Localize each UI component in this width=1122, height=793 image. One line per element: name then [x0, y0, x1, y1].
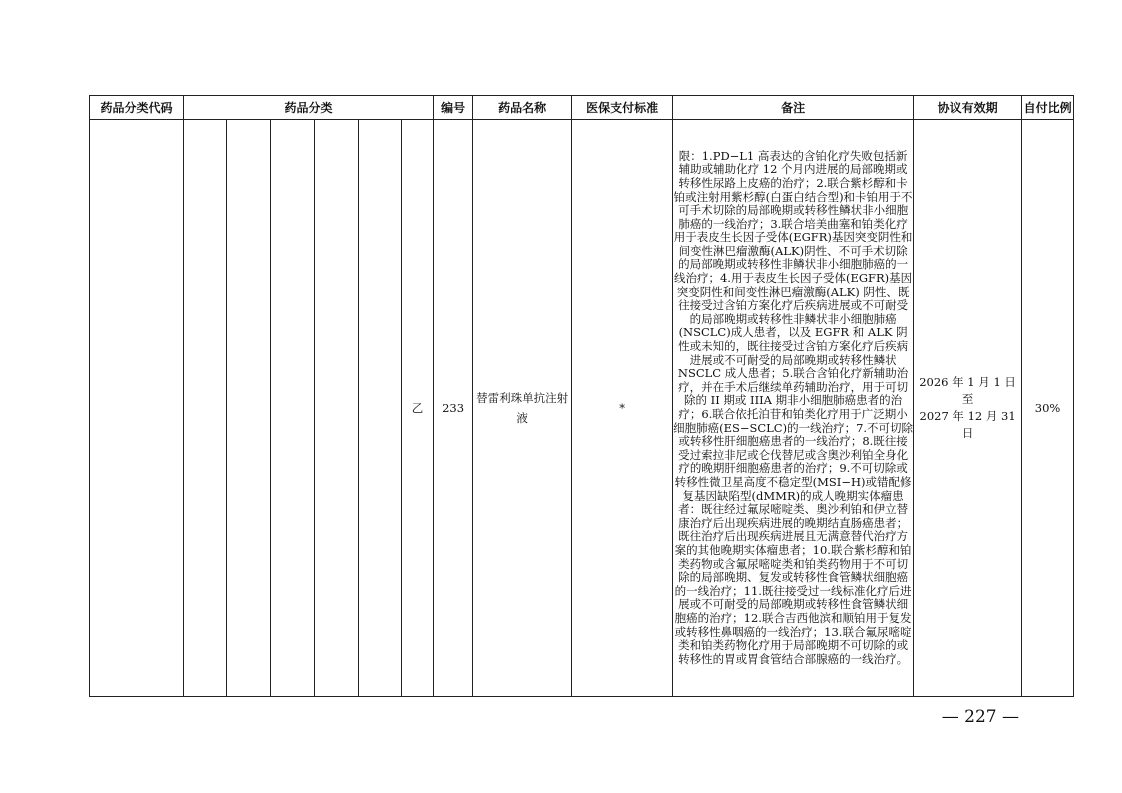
header-name: 药品名称 [473, 96, 572, 120]
header-row [90, 96, 1074, 120]
cell-drug-name: 替雷利珠单抗注射液 [473, 120, 572, 697]
validity-end: 2027 年 12 月 31 日 [919, 409, 1016, 440]
header-standard: 医保支付标准 [572, 96, 673, 120]
header-number: 编号 [434, 96, 473, 120]
table-row [90, 120, 1074, 697]
drug-table [89, 95, 1074, 697]
validity-start: 2026 年 1 月 1 日至 [919, 375, 1016, 406]
cell-number: 233 [434, 120, 473, 697]
cell-category-3 [271, 120, 315, 697]
cell-standard: * [572, 120, 673, 697]
cell-note: 限：1.PD−L1 高表达的含铂化疗失败包括新辅助或辅助化疗 12 个月内进展的局部晚期或转移性尿路上皮癌的治疗；2.联合紫杉醇和卡铂或注射用紫杉醇(白蛋白结合型)和卡铂用于不可手术切除的局部晚期或转移性鳞状非小细胞肺癌的一线治疗；3.联合培美曲塞和铂类化疗用于表皮生长因子受体(EGFR)基因突变阴性和间变性淋巴瘤激酶(ALK)阴性、不可手术切除的局部晚期或转移性非鳞状非小细胞肺癌的一线治疗；4.用于表皮生长因子受体(EGFR)基因突变阴性和间变性淋巴瘤激酶(ALK) 阴性、既往接受过含铂方案化疗后疾病进展或不可耐受的局部晚期或转移性非鳞状非小细胞肺癌(NSCLC)成人患者，以及 EGFR 和 ALK 阴性或未知的，既往接受过含铂方案化疗后疾病进展或不可耐受的局部晚期或转移性鳞状 NSCLC 成人患者；5.联合含铂化疗新辅助治疗，并在手术后继续单药辅助治疗，用于可切除的 II 期或 IIIA 期非小细胞肺癌患者的治疗；6.联合依托泊苷和铂类化疗用于广泛期小细胞肺癌(ES−SCLC)的一线治疗；7.不可切除或转移性肝细胞癌患者的一线治疗；8.既往接受过索拉非尼或仑伐替尼或含奥沙利铂全身化疗的晚期肝细胞癌患者的治疗；9.不可切除或转移性微卫星高度不稳定型(MSI−H)或错配修复基因缺陷型(dMMR)的成人晚期实体瘤患者：既往经过氟尿嘧啶类、奥沙利铂和伊立替康治疗后出现疾病进展的晚期结直肠癌患者；既往治疗后出现疾病进展且无满意替代治疗方案的其他晚期实体瘤患者；10.联合紫杉醇和铂类药物或含氟尿嘧啶类和铂类药物用于不可切除的局部晚期、复发或转移性食管鳞状细胞癌的一线治疗；11.既往接受过一线标准化疗后进展或不可耐受的局部晚期或转移性食管鳞状细胞癌的治疗；12.联合吉西他滨和顺铂用于复发或转移性鼻咽癌的一线治疗；13.联合氟尿嘧啶类和铂类药物化疗用于局部晚期不可切除的或转移性的胃或胃食管结合部腺癌的一线治疗。 [673, 120, 914, 697]
cell-category-4 [315, 120, 359, 697]
header-category: 药品分类 [184, 96, 434, 120]
header-note: 备注 [673, 96, 914, 120]
cell-category-2 [227, 120, 271, 697]
cell-category-5 [359, 120, 402, 697]
cell-ratio: 30% [1022, 120, 1074, 697]
header-ratio: 自付比例 [1022, 96, 1074, 120]
cell-validity [914, 120, 1022, 697]
page-number: — 227 — [941, 707, 1019, 727]
cell-class-mark: 乙 [402, 120, 434, 697]
cell-category-1 [184, 120, 227, 697]
header-validity: 协议有效期 [914, 96, 1022, 120]
cell-code [90, 120, 184, 697]
header-code: 药品分类代码 [90, 96, 184, 120]
